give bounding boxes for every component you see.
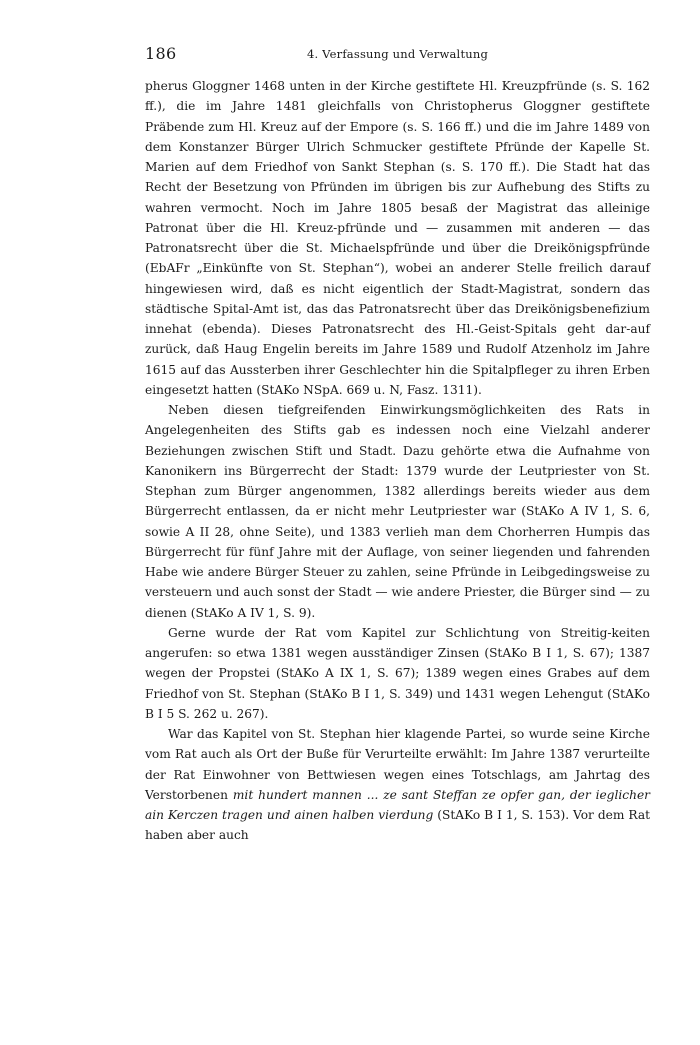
paragraph-text: War das Kapitel von St. Stephan hier klagende Partei, so wurde seine Kirche vom Rat auch als Ort der Buße für Verurteilte erwählt: Im Jahre 1387 verurteilte der Rat Einwohner von Bettwiesen wegen eines Totschlags, am Jahrtag des Verstorbenen bbox=[145, 727, 650, 802]
paragraph: Neben diesen tiefgreifenden Einwirkungsmöglichkeiten des Rats in Angelegenheiten des Stifts gab es indessen noch eine Vielzahl anderer Beziehungen zwischen Stift und Stadt. Dazu gehörte etwa die Aufnahme von Kanonikern ins Bürgerrecht der Stadt: 1379 wurde der Leutpriester von St. Stephan zum Bürger angenommen, 1382 allerdings bereits wieder aus dem Bürgerrecht entlassen, da er nicht mehr Leutpriester war (StAKo A IV 1, S. 6, sowie A II 28, ohne Seite), und 1383 verlieh man dem Chorherren Humpis das Bürgerrecht für fünf Jahre mit der Auflage, von seiner liegenden und fahrenden Habe wie andere Bürger Steuer zu zahlen, seine Pfründe in Leibgedingsweise zu versteuern und auch sonst der Stadt — wie andere Priester, die Bürger sind — zu dienen (StAKo A IV 1, S. 9). bbox=[145, 403, 650, 620]
book-page bbox=[145, 0, 650, 846]
running-title: 4. Verfassung und Verwaltung bbox=[306, 47, 489, 61]
page-header bbox=[145, 44, 650, 72]
paragraph-continued: pherus Gloggner 1468 unten in der Kirche gestiftete Hl. Kreuzpfründe (s. S. 162 ff.), die im Jahre 1481 gleichfalls von Christopherus Gloggner gestiftete Präbende zum Hl. Kreuz auf der Empore (s. S. 166 ff.) und die im Jahre 1489 von dem Konstanzer Bürger Ulrich Schmucker gestiftete Pfründe der Kapelle St. Marien auf dem Friedhof von Sankt Stephan (s. S. 170 ff.). Die Stadt hat das Recht der Besetzung von Pfründen im übrigen bis zur Aufhebung des Stifts zu wahren vermocht. Noch im Jahre 1805 besaß der Magistrat das alleinige Patronat über die Hl. Kreuz-pfründe und — zusammen mit anderen — das Patronatsrecht über die St. Michaelspfründe und über die Dreikönigspfründe (EbAFr „Einkünfte von St. Stephan“), wobei an anderer Stelle freilich darauf hingewiesen wird, daß es nicht eigentlich der Stadt-Magistrat, sondern das städtische Spital-Amt ist, das das Patronatsrecht über das Dreikönigsbenefizium innehat (ebenda). Dieses Patronatsrecht des Hl.-Geist-Spitals geht dar-auf zurück, daß Haug Engelin bereits im Jahre 1589 und Rudolf Atzenholz im Jahre 1615 auf das Aussterben ihrer Geschlechter hin die Spitalpfleger zu ihren Erben eingesetzt hatten (StAKo NSpA. 669 u. N, Fasz. 1311). bbox=[145, 79, 650, 397]
quotation: mit hundert mannen ... ze sant Steffan ze opfer gan, der ieglicher ain Kerczen tragen und ainen halben vierdung bbox=[145, 787, 650, 822]
paragraph-text: (StAKo B I 1, S. 153). Vor dem Rat haben aber auch bbox=[145, 808, 650, 843]
body-text bbox=[145, 76, 650, 846]
paragraph: Gerne wurde der Rat vom Kapitel zur Schlichtung von Streitig-keiten angerufen: so etwa 1381 wegen ausständiger Zinsen (StAKo B I 1, S. 67); 1387 wegen der Propstei (StAKo A IX 1, S. 67); 1389 wegen eines Grabes auf dem Friedhof von St. Stephan (StAKo B I 1, S. 349) und 1431 wegen Lehengut (StAKo B I 5 S. 262 u. 267). bbox=[145, 625, 650, 721]
paragraph bbox=[145, 724, 650, 846]
page-number: 186 bbox=[145, 44, 177, 63]
